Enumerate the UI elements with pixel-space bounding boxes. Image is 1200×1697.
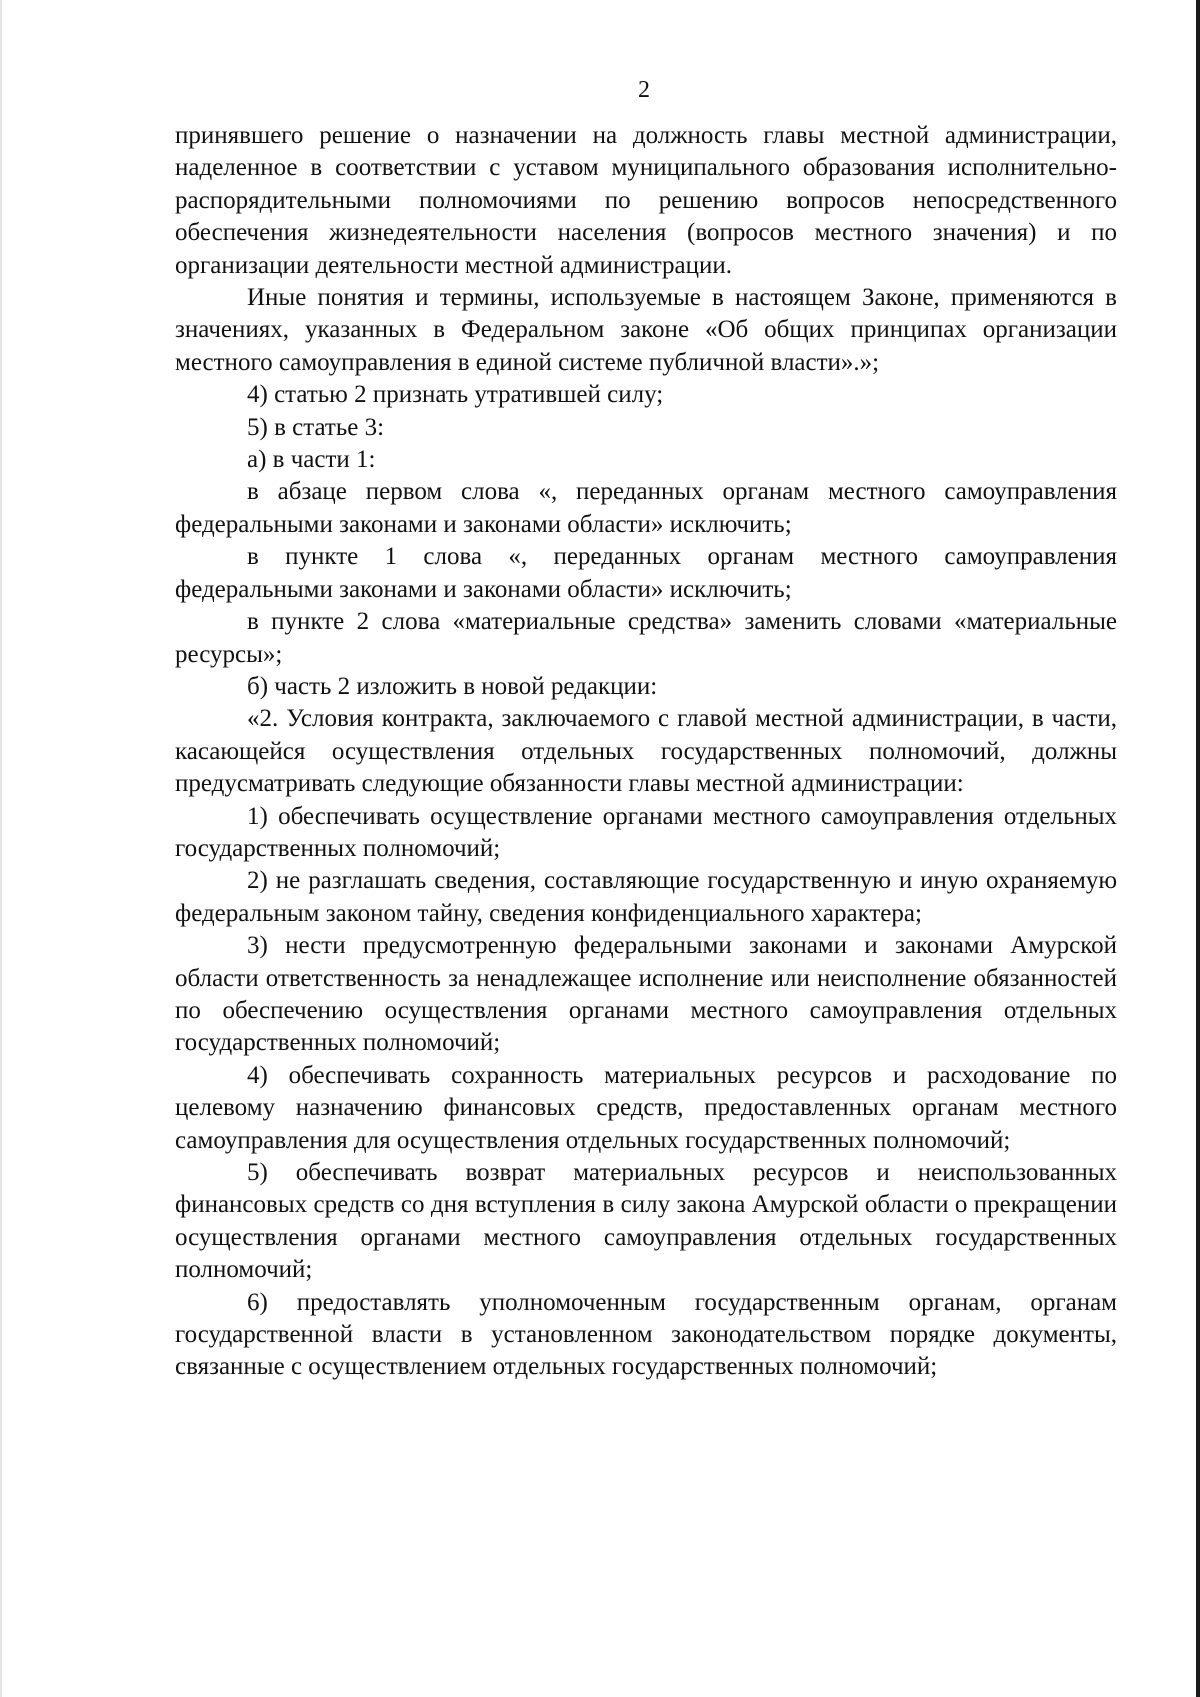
paragraph-subitem-a: а) в части 1:: [247, 446, 376, 474]
paragraph-continuation: принявшего решение о назначении на должность главы местной администрации, наделенное в соответствии с уставом муниципального образования исполнительно-распорядительными полномочиями по решению вопросов непосредственного обеспечения жизнедеятельности населения (вопросов местного значения) и по организации деятельности местной администрации.: [175, 122, 1117, 279]
paragraph-duty-2: 2) не разглашать сведения, составляющие государственную и иную охраняемую федеральным законом тайну, сведения конфиденциального характера;: [175, 867, 1117, 927]
paragraph-point-1: в пункте 1 слова «, переданных органам местного самоуправления федеральными законами и законами области» исключить;: [175, 543, 1117, 603]
paragraph-duty-1: 1) обеспечивать осуществление органами местного самоуправления отдельных государственных полномочий;: [175, 802, 1117, 862]
paragraph-point-2: в пункте 2 слова «материальные средства» заменить словами «материальные ресурсы»;: [175, 608, 1117, 668]
paragraph-duty-4: 4) обеспечивать сохранность материальных ресурсов и расходование по целевому назначению финансовых средств, предоставленных органам местного самоуправления для осуществления отдельных государственных полномочий;: [175, 1061, 1117, 1154]
paragraph-duty-6: 6) предоставлять уполномоченным государственным органам, органам государственной власти в установленном законодательством порядке документы, связанные с осуществлением отдельных государственных полномочий;: [175, 1288, 1117, 1381]
paragraph-first-abzac: в абзаце первом слова «, переданных органам местного самоуправления федеральными законами и законами области» исключить;: [175, 478, 1117, 538]
page-number: 2: [638, 77, 650, 103]
scan-left-edge: [0, 0, 2, 1697]
paragraph-contract-conditions: «2. Условия контракта, заключаемого с главой местной администрации, в части, касающейся осуществления отдельных государственных полномочий, должны предусматривать следующие обязанности главы местной администрации:: [175, 705, 1117, 798]
paragraph-duty-3: 3) нести предусмотренную федеральными законами и законами Амурской области ответственность за ненадлежащее исполнение или неисполнение обязанностей по обеспечению осуществления органами местного самоуправления отдельных государственных полномочий;: [175, 932, 1117, 1057]
paragraph-other-terms: Иные понятия и термины, используемые в настоящем Законе, применяются в значениях, указанных в Федеральном законе «Об общих принципах организации местного самоуправления в единой системе публичной власти».»;: [175, 284, 1117, 376]
paragraph-item-5: 5) в статье 3:: [247, 413, 385, 441]
paragraph-item-4: 4) статью 2 признать утратившей силу;: [247, 381, 664, 409]
document-body: [175, 120, 1117, 1384]
scan-right-edge: [1196, 0, 1200, 1697]
paragraph-subitem-b: б) часть 2 изложить в новой редакции:: [247, 672, 658, 700]
paragraph-duty-5: 5) обеспечивать возврат материальных ресурсов и неиспользованных финансовых средств со дня вступления в силу закона Амурской области о прекращении осуществления органами местного самоуправления отдельных государственных полномочий;: [175, 1159, 1117, 1284]
